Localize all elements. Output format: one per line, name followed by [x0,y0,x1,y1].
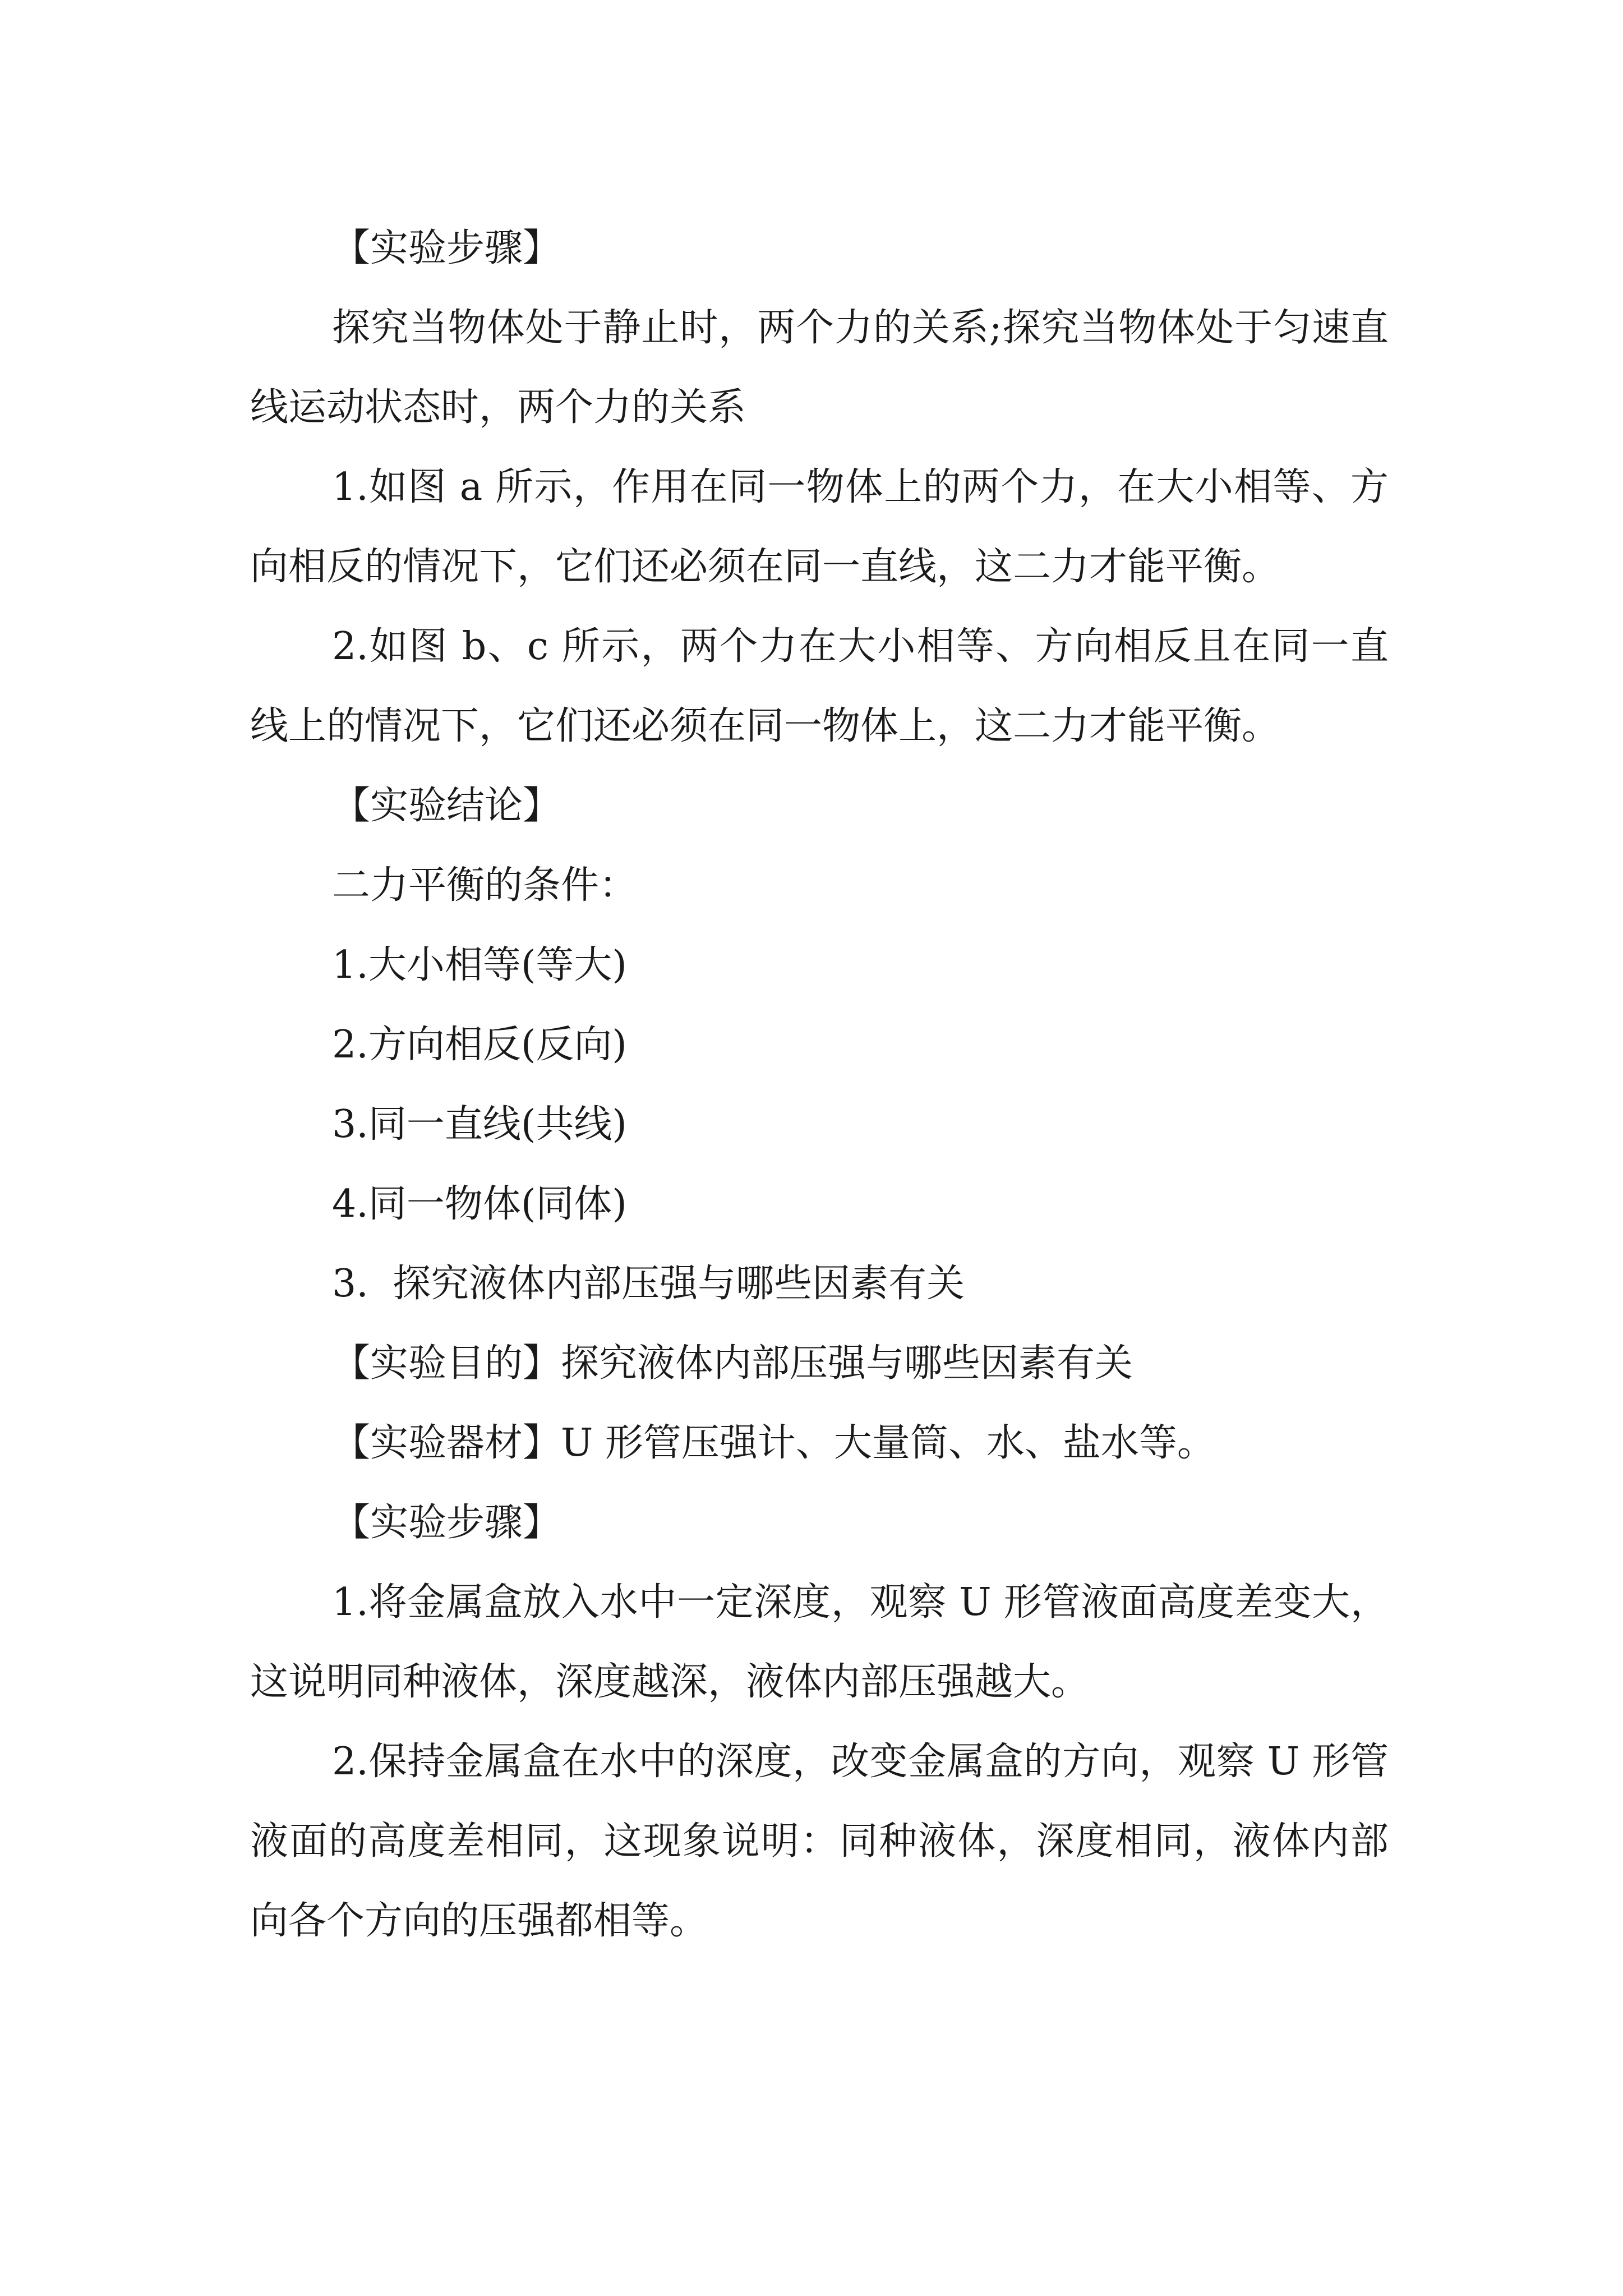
condition-item: 3.同一直线(共线) [332,1102,627,1147]
experiment-purpose: 【实验目的】探究液体内部压强与哪些因素有关 [332,1341,1133,1386]
section-heading-steps: 【实验步骤】 [332,1501,561,1545]
experiment-equipment: 【实验器材】U 形管压强计、大量筒、水、盐水等。 [332,1421,1215,1465]
paragraph-step-2: 2.保持金属盒在水中的深度，改变金属盒的方向，观察 U 形管液面的高度差相同，这现象说明：同种液体，深度相同，液体内部向各个方向的压强都相等。 [250,1740,1389,1943]
document-body [250,209,1389,1961]
section-heading-steps: 【实验步骤】 [332,226,561,270]
section-heading-conclusion: 【实验结论】 [332,784,561,828]
paragraph-step-2: 2.如图 b、c 所示，两个力在大小相等、方向相反且在同一直线上的情况下，它们还必须在同一物体上，这二力才能平衡。 [250,624,1389,748]
paragraph-step-1: 1.如图 a 所示，作用在同一物体上的两个力，在大小相等、方向相反的情况下，它们还必须在同一直线，这二力才能平衡。 [250,465,1389,589]
paragraph-intro: 探究当物体处于静止时，两个力的关系;探究当物体处于匀速直线运动状态时，两个力的关系 [250,306,1389,430]
condition-item: 1.大小相等(等大) [332,943,627,987]
experiment-title: 3. 探究液体内部压强与哪些因素有关 [332,1262,965,1306]
paragraph-step-1: 1.将金属盒放入水中一定深度，观察 U 形管液面高度差变大，这说明同种液体，深度越深，液体内部压强越大。 [250,1580,1389,1704]
condition-item: 2.方向相反(反向) [332,1023,627,1067]
condition-item: 4.同一物体(同体) [332,1182,627,1226]
conditions-title: 二力平衡的条件： [332,863,638,908]
